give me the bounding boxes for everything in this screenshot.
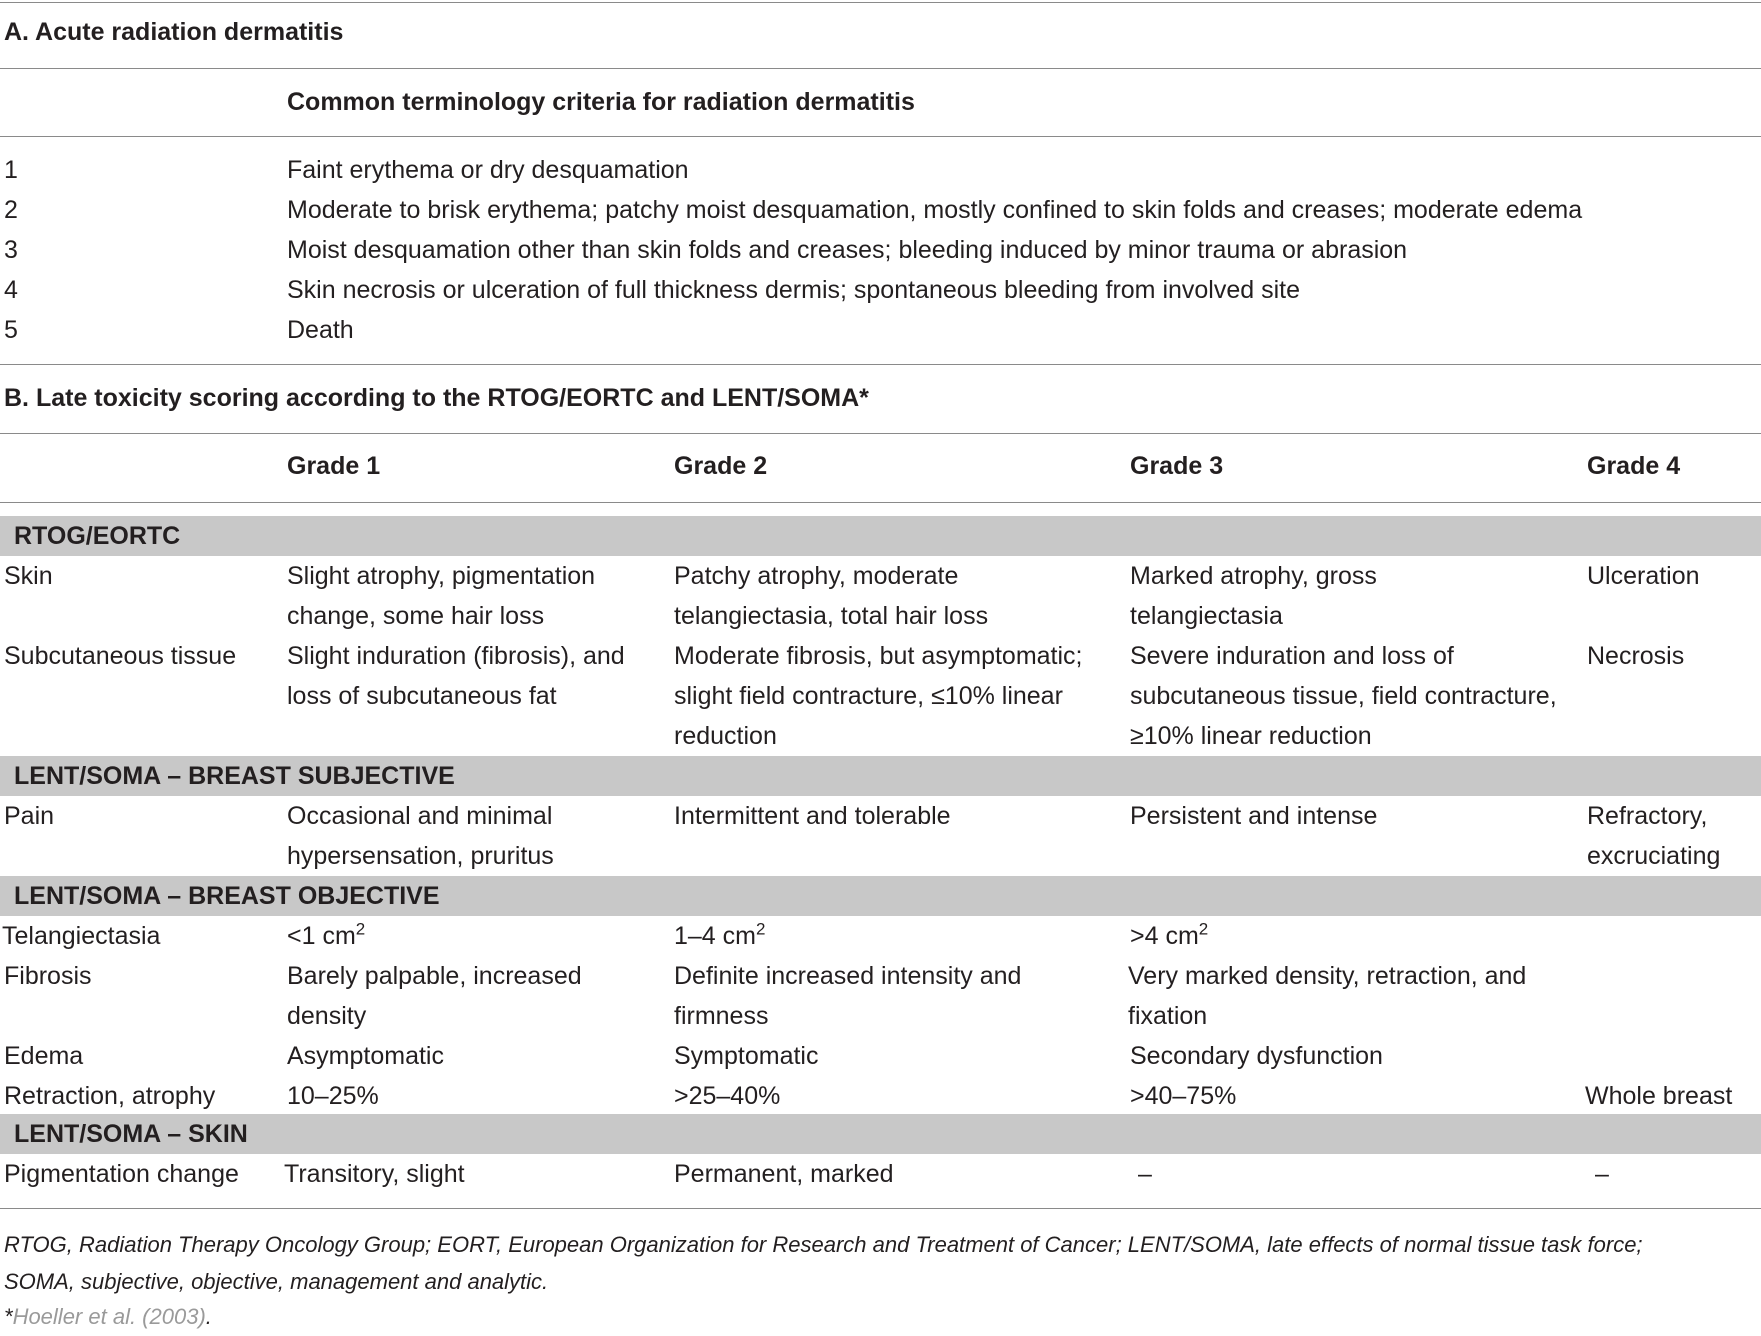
grade-1-cell: Asymptomatic — [287, 1042, 444, 1070]
group-title: RTOG/EORTC — [14, 522, 181, 550]
grade-description: Faint erythema or dry desquamation — [287, 156, 689, 184]
row-label: Subcutaneous tissue — [4, 642, 237, 670]
group-band-rtog-eortc — [0, 516, 1761, 556]
grade-3-cell: Severe induration and loss of subcutaneous tissue, field contracture, ≥10% linear reduction — [1130, 642, 1557, 750]
rule — [0, 68, 1761, 69]
grade-2-cell: Definite increased intensity and firmness — [674, 962, 1022, 1030]
grade-2-cell: Intermittent and tolerable — [674, 802, 951, 830]
grade-3-cell: Secondary dysfunction — [1130, 1042, 1383, 1070]
rule — [0, 364, 1761, 365]
header-grade-3: Grade 3 — [1130, 452, 1224, 480]
grade-2-cell: Symptomatic — [674, 1042, 819, 1070]
grade-1-cell: <1 $cm^2$ — [287, 919, 366, 950]
grade-description: Death — [287, 316, 354, 344]
row-label: Retraction, atrophy — [4, 1082, 216, 1110]
grade-number: 2 — [4, 196, 18, 224]
rule — [0, 502, 1761, 503]
group-band-breast-objective — [0, 876, 1761, 916]
group-title: LENT/SOMA – SKIN — [14, 1120, 248, 1148]
grade-3-cell: >4 $cm^2$ — [1130, 919, 1209, 950]
rule — [0, 136, 1761, 137]
grade-2-cell: Patchy atrophy, moderate telangiectasia, total hair loss — [674, 562, 989, 630]
footnote-abbreviations: RTOG, Radiation Therapy Oncology Group; EORT, European Organization for Research and Treatment of Cancer; LENT/SOMA, late effects of normal tissue task force; — [4, 1232, 1643, 1257]
grade-3-cell: – — [1138, 1160, 1152, 1188]
group-band-breast-subjective — [0, 756, 1761, 796]
grade-4-cell: Necrosis — [1587, 642, 1685, 670]
grade-description: Skin necrosis or ulceration of full thickness dermis; spontaneous bleeding from involved site — [287, 276, 1301, 304]
grade-number: 3 — [4, 236, 18, 264]
bottom-rule — [0, 1208, 1761, 1209]
grade-1-cell: Slight atrophy, pigmentation change, some hair loss — [287, 562, 596, 630]
row-label: Pigmentation change — [4, 1160, 239, 1188]
grade-4-cell: Ulceration — [1587, 562, 1700, 590]
group-title: LENT/SOMA – BREAST SUBJECTIVE — [14, 762, 455, 790]
grade-1-cell: Transitory, slight — [284, 1160, 465, 1188]
rule — [0, 433, 1761, 434]
group-band-skin — [0, 1114, 1761, 1154]
grade-3-cell: Marked atrophy, gross telangiectasia — [1130, 562, 1377, 630]
grade-2-cell: >25–40% — [674, 1082, 781, 1110]
grade-2-cell: 1–4 $cm^2$ — [674, 919, 766, 950]
grade-number: 4 — [4, 276, 18, 304]
grade-1-cell: Occasional and minimal hypersensation, pruritus — [287, 802, 554, 870]
grade-2-cell: Permanent, marked — [674, 1160, 894, 1188]
section-a-title: A. Acute radiation dermatitis — [4, 18, 344, 46]
top-rule — [0, 2, 1761, 3]
grade-1-cell: 10–25% — [287, 1082, 379, 1110]
section-b-title: B. Late toxicity scoring according to the RTOG/EORTC and LENT/SOMA* — [4, 384, 869, 412]
header-grade-2: Grade 2 — [674, 452, 768, 480]
group-title: LENT/SOMA – BREAST OBJECTIVE — [14, 882, 440, 910]
row-label: Skin — [4, 562, 53, 590]
footnote-reference — [4, 1298, 212, 1336]
section-a-column-header: Common terminology criteria for radiation dermatitis — [287, 88, 915, 116]
grade-description: Moist desquamation other than skin folds and creases; bleeding induced by minor trauma or abrasion — [287, 236, 1408, 264]
row-label: Telangiectasia — [2, 922, 161, 950]
grade-3-cell: Persistent and intense — [1130, 802, 1378, 830]
grade-number: 1 — [4, 156, 18, 184]
grade-1-cell: Barely palpable, increased density — [287, 962, 582, 1030]
row-label: Fibrosis — [4, 962, 92, 990]
grade-1-cell: Slight induration (fibrosis), and loss of subcutaneous fat — [287, 642, 625, 710]
grade-number: 5 — [4, 316, 18, 344]
reference-end: . — [205, 1304, 212, 1329]
grade-2-cell: Moderate fibrosis, but asymptomatic; slight field contracture, ≤10% linear reduction — [674, 642, 1083, 750]
reference-mark: * — [4, 1304, 13, 1329]
grade-4-cell: Whole breast — [1585, 1082, 1733, 1110]
row-label: Pain — [4, 802, 55, 830]
footnote-abbreviations-cont: SOMA, subjective, objective, management and analytic. — [4, 1269, 549, 1294]
grade-4-cell: Refractory, excruciating — [1587, 802, 1721, 870]
grade-3-cell: >40–75% — [1130, 1082, 1237, 1110]
grade-3-cell: Very marked density, retraction, and fixation — [1128, 962, 1527, 1030]
grade-4-cell: – — [1595, 1160, 1609, 1188]
row-label: Edema — [4, 1042, 84, 1070]
reference-link[interactable]: Hoeller et al. (2003) — [12, 1304, 206, 1329]
header-grade-4: Grade 4 — [1587, 452, 1681, 480]
header-grade-1: Grade 1 — [287, 452, 381, 480]
grade-description: Moderate to brisk erythema; patchy moist desquamation, mostly confined to skin folds and creases; moderate edema — [287, 196, 1583, 224]
